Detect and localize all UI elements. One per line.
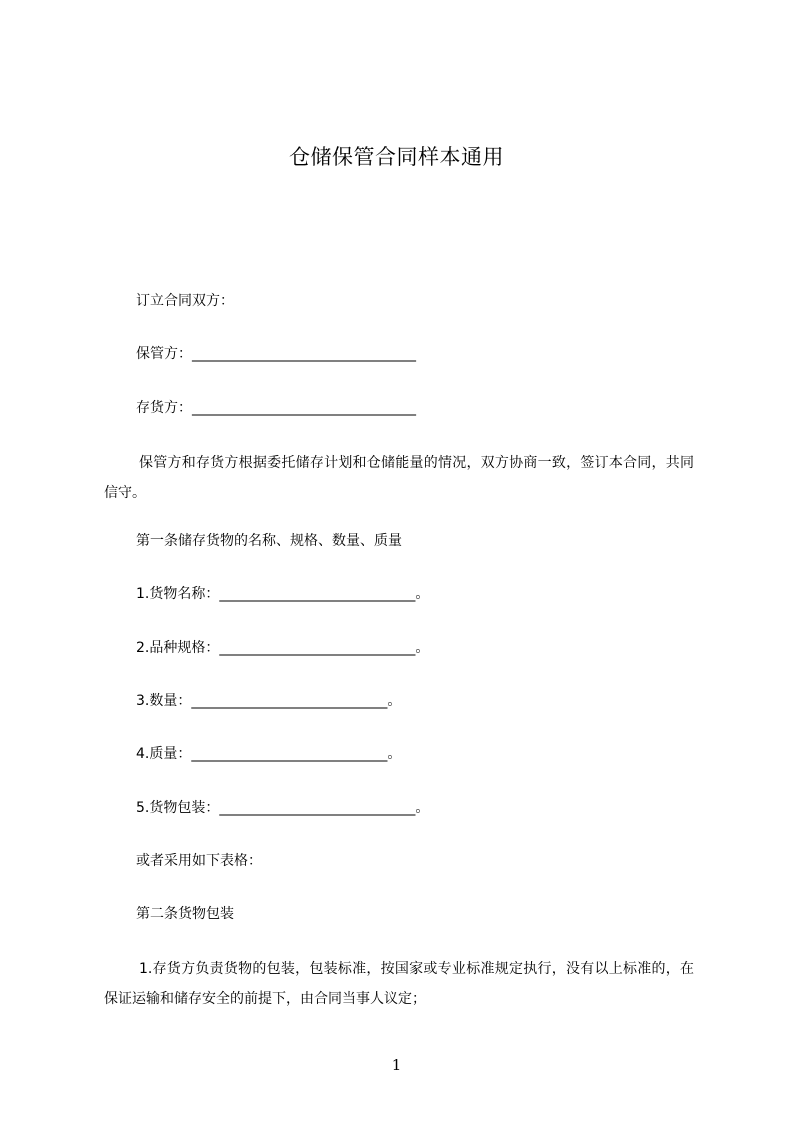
intro-paragraph: 保管方和存货方根据委托储存计划和仓储能量的情况，双方协商一致，签订本合同，共同信守。 bbox=[104, 455, 694, 501]
article1-heading: 第一条储存货物的名称、规格、数量、质量 bbox=[136, 533, 402, 549]
article1-item: 2.品种规格：____________________________。 bbox=[136, 640, 430, 656]
page-number: 1 bbox=[391, 1056, 402, 1074]
depositor-line: 存货方：________________________________ bbox=[136, 400, 416, 416]
keeper-line: 保管方：________________________________ bbox=[136, 346, 416, 362]
article2-heading: 第二条货物包装 bbox=[136, 906, 234, 922]
table-note: 或者采用如下表格： bbox=[136, 853, 262, 869]
article1-item: 4.质量：____________________________。 bbox=[136, 746, 402, 762]
article1-item: 5.货物包装：____________________________。 bbox=[136, 800, 430, 816]
document-title: 仓储保管合同样本通用 bbox=[289, 145, 504, 169]
article1-item: 3.数量：____________________________。 bbox=[136, 693, 402, 709]
article1-item: 1.货物名称：____________________________。 bbox=[136, 586, 430, 602]
parties-heading: 订立合同双方： bbox=[136, 293, 234, 309]
article2-item: 1.存货方负责货物的包装，包装标准，按国家或专业标准规定执行，没有以上标准的，在保证运输和储存安全的前提下，由合同当事人议定； bbox=[104, 961, 694, 1007]
